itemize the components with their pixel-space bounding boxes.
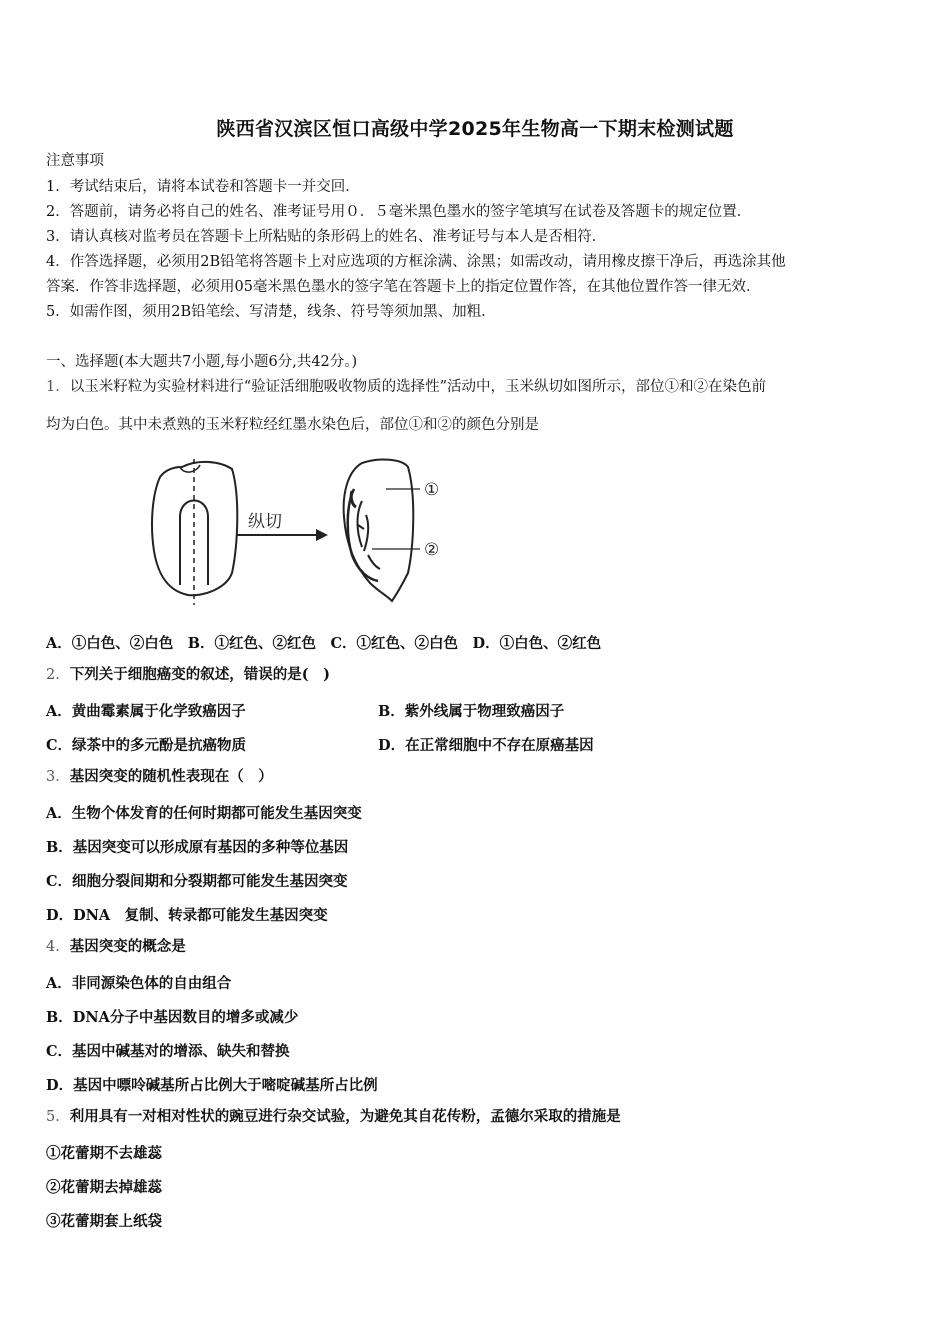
notice-item: 5．如需作图，须用2B铅笔绘、写清楚，线条、符号等须加黑、加粗． <box>46 304 496 320</box>
option-c: C．绿茶中的多元酚是抗癌物质 <box>46 737 247 754</box>
label-1: ① <box>424 480 440 500</box>
embryo-region-detail <box>358 501 381 569</box>
option-b: B．DNA分子中基因数目的增多或减少 <box>46 1009 299 1026</box>
question-1 <box>46 378 766 396</box>
question-3 <box>46 768 273 786</box>
notice-item: 答案．作答非选择题，必须用05毫米黑色墨水的签字笔在答题卡上的指定位置作答，在其他位置作答一律无效． <box>46 279 761 295</box>
notice-item: 2．答题前，请务必将自己的姓名、准考证号用０．５毫米黑色墨水的签字笔填写在试卷及答题卡的规定位置． <box>46 204 752 220</box>
corn-kernel-figure <box>140 455 460 610</box>
option-b: B．紫外线属于物理致癌因子 <box>378 703 565 720</box>
question-number: 1． <box>46 379 70 395</box>
question-5 <box>46 1108 621 1126</box>
option-d: D．DNA 复制、转录都可能发生基因突变 <box>46 907 328 924</box>
notice-item: 1．考试结束后，请将本试卷和答题卡一并交回． <box>46 179 360 195</box>
question-1-options: A．①白色、②白色 B．①红色、②红色 C．①红色、②白色 D．①白色、②红色 <box>46 635 602 652</box>
option-c: C．细胞分裂间期和分裂期都可能发生基因突变 <box>46 873 348 890</box>
section-heading: 一、选择题(本大题共7小题,每小题6分,共42分。) <box>46 354 358 370</box>
cut-kernel-outline <box>344 460 414 601</box>
option-c: C．基因中碱基对的增添、缺失和替换 <box>46 1043 290 1060</box>
question-number: 2． <box>46 667 70 683</box>
option-b: B．基因突变可以形成原有基因的多种等位基因 <box>46 839 349 856</box>
list-item: ②花蕾期去掉雄蕊 <box>46 1179 162 1196</box>
question-2 <box>46 666 330 684</box>
list-item: ③花蕾期套上纸袋 <box>46 1213 162 1230</box>
question-text: 利用具有一对相对性状的豌豆进行杂交试验，为避免其自花传粉，孟德尔采取的措施是 <box>69 1108 621 1125</box>
option-a: A．生物个体发育的任何时期都可能发生基因突变 <box>46 805 362 822</box>
embryo-dark-detail <box>351 491 356 507</box>
question-1-cont: 均为白色。其中未煮熟的玉米籽粒经红墨水染色后，部位①和②的颜色分别是 <box>46 417 539 433</box>
arrow-head <box>316 529 328 541</box>
question-number: 4． <box>46 939 70 955</box>
option-d: D．基因中嘌呤碱基所占比例大于嘧啶碱基所占比例 <box>46 1077 378 1094</box>
list-item: ①花蕾期不去雄蕊 <box>46 1145 162 1162</box>
notice-item: 3．请认真核对监考员在答题卡上所粘贴的条形码上的姓名、准考证号与本人是否相符． <box>46 229 607 245</box>
question-text: 基因突变的概念是 <box>69 938 186 955</box>
notice-item: 4．作答选择题，必须用2B铅笔将答题卡上对应选项的方框涂满、涂黑；如需改动，请用橡皮擦干净后，再选涂其他 <box>46 254 786 270</box>
option-d: D．在正常细胞中不存在原癌基因 <box>378 737 594 754</box>
arrow-label: 纵切 <box>248 512 282 532</box>
question-number: 3． <box>46 769 70 785</box>
question-number: 5． <box>46 1109 70 1125</box>
label-2: ② <box>424 540 440 560</box>
question-text: 以玉米籽粒为实验材料进行“验证活细胞吸收物质的选择性”活动中，玉米纵切如图所示，部位①和②在染色前 <box>69 379 767 395</box>
question-text: 下列关于细胞癌变的叙述，错误的是( ) <box>69 666 330 683</box>
page-title: 陕西省汉滨区恒口高级中学2025年生物高一下期末检测试题 <box>216 118 734 140</box>
question-text: 基因突变的随机性表现在（ ） <box>69 768 273 785</box>
option-a: A．非同源染色体的自由组合 <box>46 975 232 992</box>
notice-heading: 注意事项 <box>46 153 104 169</box>
option-a: A．黄曲霉素属于化学致癌因子 <box>46 703 246 720</box>
question-4 <box>46 938 186 956</box>
